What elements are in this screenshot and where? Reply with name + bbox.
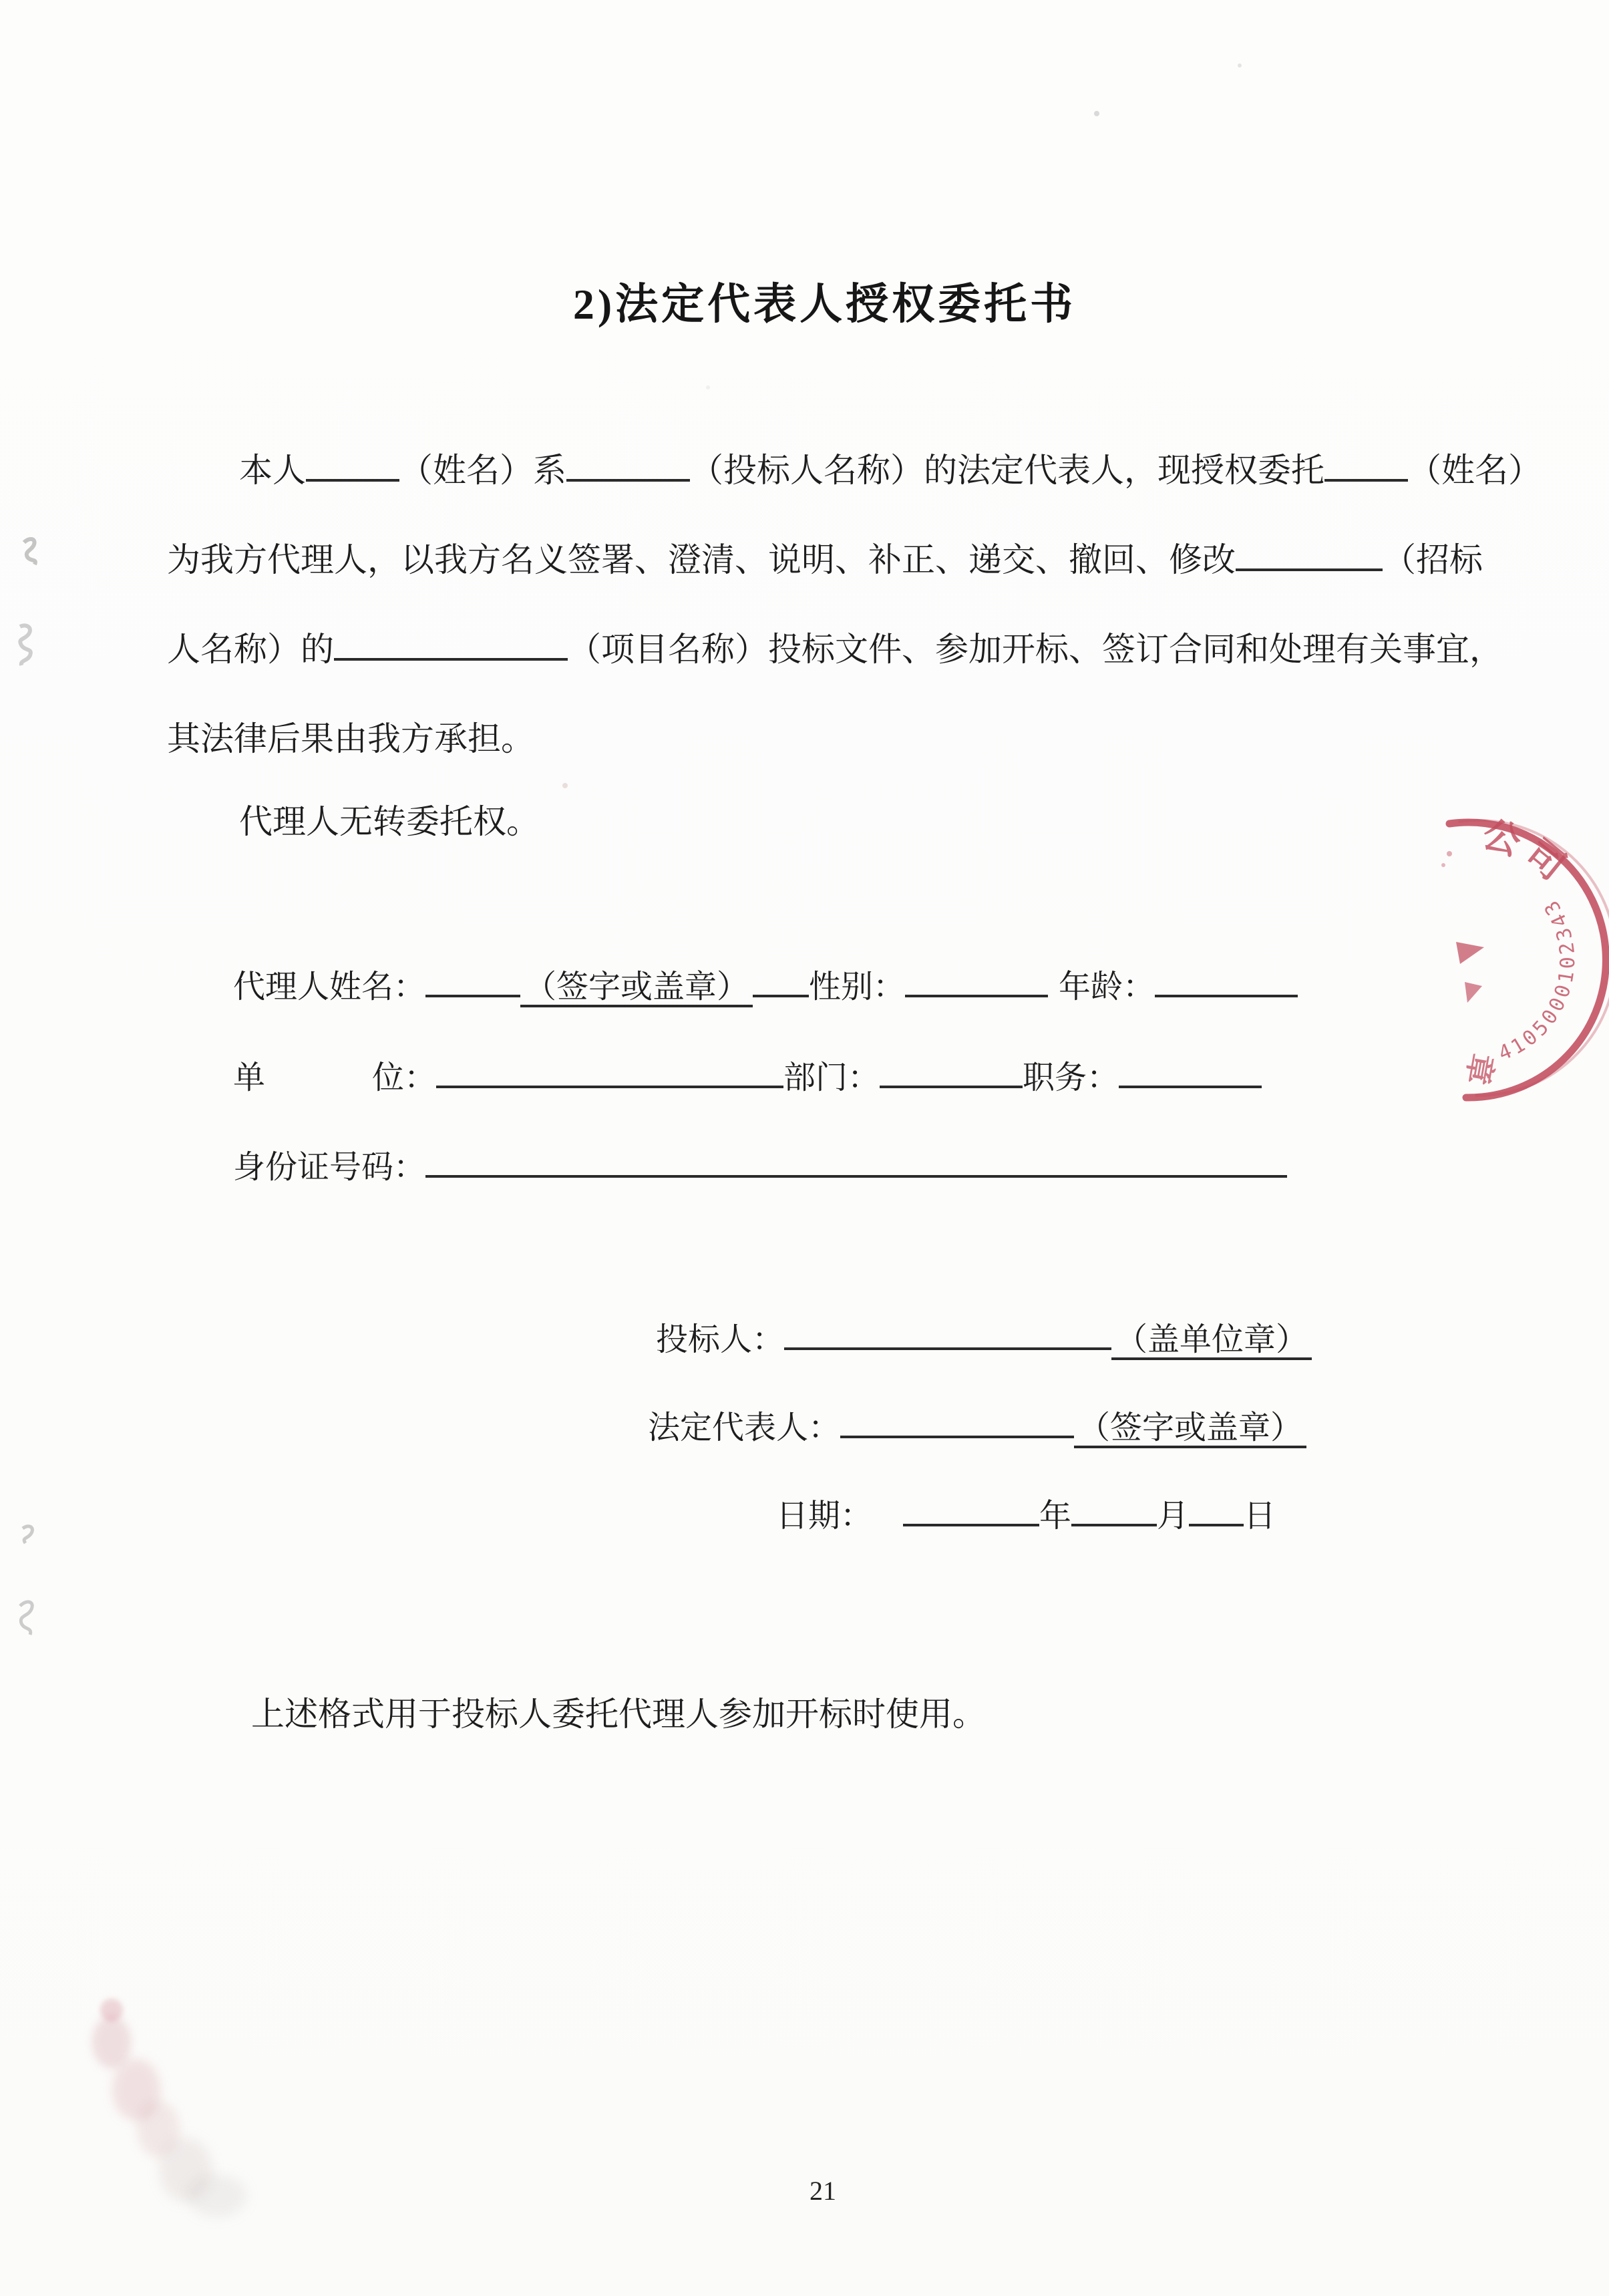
age-blank <box>1155 988 1298 997</box>
day-suffix: 日 <box>1244 1498 1276 1534</box>
text-agent-powers: 为我方代理人，以我方名义签署、澄清、说明、补正、递交、撤回、修改 <box>167 541 1236 579</box>
gap <box>1048 995 1059 997</box>
pencil-mark <box>23 1526 32 1543</box>
gap <box>872 1524 903 1526</box>
legal-rep-signature-blank <box>840 1429 1074 1438</box>
pink-smudge <box>112 2059 160 2120</box>
paragraph-line-2 <box>167 541 1483 580</box>
form-row-agent-name <box>233 969 1298 1005</box>
signature-row-bidder <box>656 1321 1312 1358</box>
paragraph-line-3 <box>167 631 1503 669</box>
form-row-unit <box>233 1059 1262 1096</box>
text-principal: 本人 <box>239 452 306 489</box>
seal-star-wedge-icon <box>1456 942 1484 964</box>
text-tenderer-open: （招标 <box>1383 541 1483 579</box>
first-line-indent <box>167 479 239 482</box>
gender-label: 性别： <box>809 969 906 1005</box>
text-name-hint: （姓名）系 <box>399 452 566 489</box>
scan-speck <box>1238 63 1242 67</box>
unit-label-char-1: 单 <box>233 1060 266 1096</box>
project-name-blank <box>334 651 568 661</box>
legal-rep-label: 法定代表人： <box>648 1410 841 1446</box>
bidder-name-blank <box>566 472 690 482</box>
unit-blank <box>436 1079 783 1088</box>
id-number-label: 身份证号码： <box>233 1150 426 1185</box>
bidder-label: 投标人： <box>656 1322 785 1357</box>
text-legal-rep-authorize: （投标人名称）的法定代表人，现授权委托 <box>690 452 1324 489</box>
year-suffix: 年 <box>1039 1498 1072 1534</box>
scan-speck <box>1094 111 1099 116</box>
position-label: 职务： <box>1023 1060 1119 1096</box>
seal-star-wedge-icon <box>1465 982 1482 1003</box>
pink-smudge <box>92 2016 131 2068</box>
seal-outer-ring-grain <box>1459 820 1609 1096</box>
paragraph-line-5 <box>239 803 540 842</box>
pencil-mark <box>20 1602 32 1635</box>
position-blank <box>1119 1079 1262 1088</box>
text-tenderer-close: 人名称）的 <box>167 631 334 668</box>
unit-seal-hint: （盖单位章） <box>1111 1322 1312 1360</box>
text-name-hint-2: （姓名） <box>1408 452 1542 489</box>
seal-ink-dot <box>1441 863 1445 867</box>
seal-ink-dot <box>1447 851 1452 856</box>
text-no-sub-delegation: 代理人无转委托权。 <box>239 803 540 840</box>
scan-speck <box>562 783 568 788</box>
seal-outer-ring <box>1449 822 1606 1098</box>
document-title: 2)法定代表人授权委托书 <box>572 281 1077 328</box>
date-month-blank <box>1071 1517 1157 1526</box>
pink-smudge <box>137 2101 180 2157</box>
department-label: 部门： <box>783 1060 880 1096</box>
text-legal-consequence: 其法律后果由我方承担。 <box>167 720 534 758</box>
footer-note-text: 上述格式用于投标人委托代理人参加开标时使用。 <box>251 1695 986 1733</box>
seal-company-text: 公司 <box>1477 812 1579 892</box>
date-label: 日期： <box>776 1498 873 1534</box>
seal-bottom-text: 章 <box>1459 1051 1500 1088</box>
seal-serial-number: 4105000102343 <box>1495 893 1580 1066</box>
sign-or-seal-hint: （签字或盖章） <box>520 969 753 1007</box>
signature-row-date <box>776 1498 1276 1534</box>
agent-name-blank <box>1324 472 1408 482</box>
unit-label-gap <box>265 1086 372 1088</box>
signature-row-legal-rep <box>648 1410 1306 1446</box>
date-day-blank <box>1189 1517 1244 1526</box>
pink-smudge <box>100 1999 123 2021</box>
legal-rep-sign-or-seal-hint: （签字或盖章） <box>1074 1410 1306 1448</box>
id-number-blank <box>425 1168 1287 1178</box>
scan-speck <box>706 385 710 389</box>
agent-signature-blank-right <box>753 988 809 997</box>
form-row-id-number <box>233 1149 1287 1186</box>
principal-name-blank <box>306 472 399 482</box>
tenderer-name-blank <box>1236 562 1383 571</box>
age-label: 年龄： <box>1059 969 1155 1005</box>
paragraph-line-4 <box>167 720 534 759</box>
paragraph-line-1 <box>167 452 1542 490</box>
page-number: 21 <box>810 2176 836 2206</box>
agent-name-label: 代理人姓名： <box>233 969 426 1005</box>
text-project-scope: （项目名称）投标文件、参加开标、签订合同和处理有关事宜， <box>568 631 1503 668</box>
agent-signature-blank-left <box>425 988 520 997</box>
unit-label-char-2: 位： <box>372 1060 437 1096</box>
company-seal-stamp <box>1322 810 1609 1117</box>
gender-blank <box>905 988 1048 997</box>
footer-note <box>251 1695 986 1734</box>
pencil-mark <box>20 625 31 665</box>
department-blank <box>880 1079 1023 1088</box>
bidder-signature-blank <box>784 1341 1111 1350</box>
month-suffix: 月 <box>1157 1498 1190 1534</box>
date-year-blank <box>903 1517 1039 1526</box>
pencil-mark <box>24 539 35 564</box>
